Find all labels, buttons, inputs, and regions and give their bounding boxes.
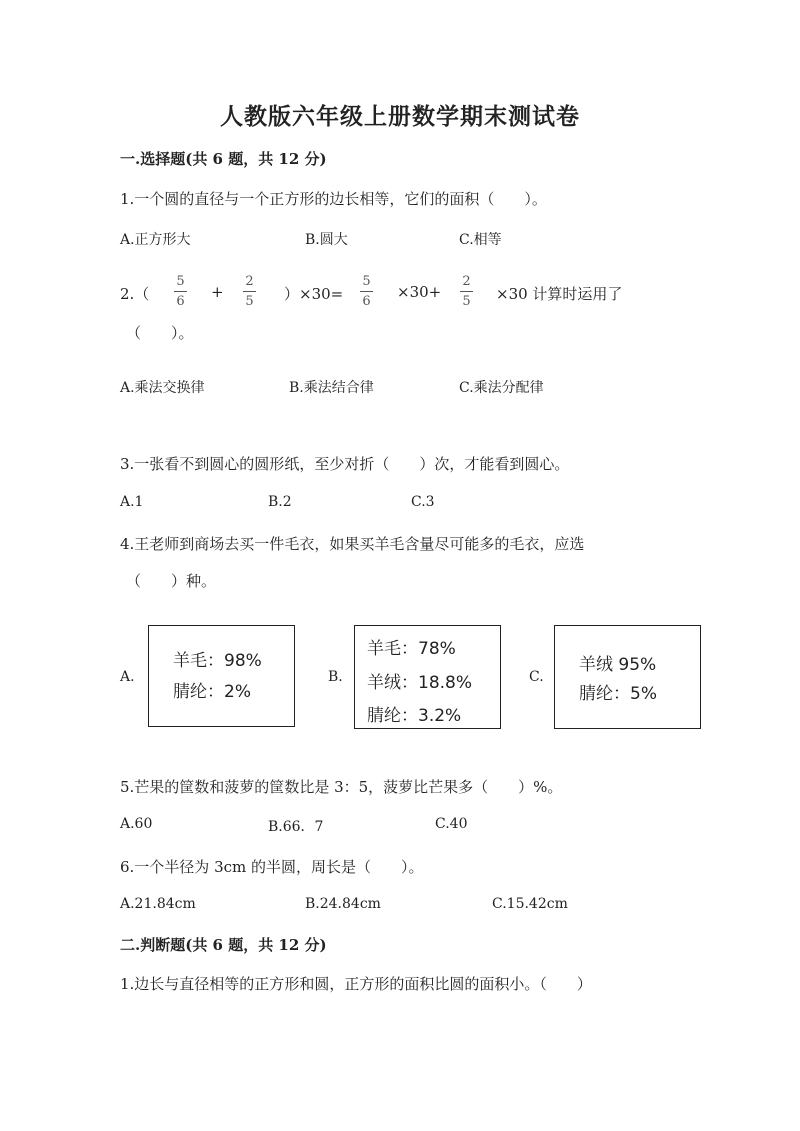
fabric-box-b <box>354 625 501 729</box>
question-3-option-b: B.2 <box>268 494 292 510</box>
fabric-box-a-line-2: 腈纶：2% <box>173 682 251 702</box>
fabric-box-b-line-1: 羊毛：78% <box>367 639 456 659</box>
question-2-mid2: ×30+ <box>397 283 442 301</box>
fraction-4-denominator: 5 <box>462 294 471 309</box>
question-4-option-a-label: A. <box>120 669 135 685</box>
question-2-plus: + <box>211 283 224 301</box>
fraction-2-bar <box>243 291 256 292</box>
fabric-box-b-line-3: 腈纶：3.2% <box>367 706 462 726</box>
section-heading-judgment: 二.判断题(共 6 题，共 12 分) <box>120 936 327 954</box>
fraction-4 <box>460 274 473 309</box>
fabric-box-c-line-2: 腈纶：5% <box>579 684 657 704</box>
question-3-text: 3.一张看不到圆心的圆形纸，至少对折（ ）次，才能看到圆心。 <box>120 455 570 473</box>
fraction-3-bar <box>360 291 373 292</box>
fraction-4-bar <box>460 291 473 292</box>
question-6-option-c: C.15.42cm <box>492 896 568 912</box>
fraction-3 <box>360 274 373 309</box>
question-2-prefix: 2.（ <box>120 285 150 303</box>
question-3-option-c: C.3 <box>411 494 435 510</box>
fraction-1 <box>174 274 187 309</box>
fraction-3-numerator: 5 <box>362 274 371 289</box>
question-4-blank-line: （ ）种。 <box>126 572 217 590</box>
question-2-option-c: C.乘法分配律 <box>459 380 544 396</box>
fabric-box-a-line-1: 羊毛：98% <box>173 651 262 671</box>
page-title: 人教版六年级上册数学期末测试卷 <box>220 103 580 130</box>
question-4-text: 4.王老师到商场去买一件毛衣，如果买羊毛含量尽可能多的毛衣，应选 <box>120 535 585 553</box>
fraction-2-denominator: 5 <box>245 294 254 309</box>
question-4-option-c-label: C. <box>529 669 544 685</box>
fabric-box-c-line-1: 羊绒 95% <box>579 655 657 675</box>
question-3-option-a: A.1 <box>120 494 144 510</box>
fabric-box-a <box>148 625 295 727</box>
question-5-option-c: C.40 <box>435 816 468 832</box>
fraction-2-numerator: 2 <box>245 274 254 289</box>
fraction-4-numerator: 2 <box>462 274 471 289</box>
fraction-2 <box>243 274 256 309</box>
question-6-option-b: B.24.84cm <box>305 896 381 912</box>
question-1-option-c: C.相等 <box>459 232 502 248</box>
question-2-mid: ）×30= <box>284 285 344 303</box>
question-2-suffix: ×30 计算时运用了 <box>496 285 623 303</box>
question-4-option-b-label: B. <box>328 669 343 685</box>
question-2-option-b: B.乘法结合律 <box>289 380 374 396</box>
fraction-1-bar <box>174 291 187 292</box>
question-1-option-b: B.圆大 <box>305 232 348 248</box>
fabric-box-c <box>554 625 701 729</box>
fraction-1-denominator: 6 <box>176 294 185 309</box>
question-5-option-b: B.66．7 <box>268 819 324 835</box>
judgment-question-1-text: 1.边长与直径相等的正方形和圆，正方形的面积比圆的面积小。（ ） <box>120 975 592 993</box>
fraction-3-denominator: 6 <box>362 294 371 309</box>
question-5-text: 5.芒果的筐数和菠萝的筐数比是 3：5，菠萝比芒果多（ ）%。 <box>120 778 563 796</box>
question-5-option-a: A.60 <box>120 816 153 832</box>
question-1-text: 1.一个圆的直径与一个正方形的边长相等，它们的面积（ ）。 <box>120 190 547 208</box>
section-heading-choice: 一.选择题(共 6 题，共 12 分) <box>120 150 327 168</box>
fraction-1-numerator: 5 <box>176 274 185 289</box>
question-1-option-a: A.正方形大 <box>120 232 191 248</box>
question-2-blank-line: （ ）。 <box>126 324 194 342</box>
question-6-text: 6.一个半径为 3cm 的半圆，周长是（ ）。 <box>120 858 424 876</box>
question-2-option-a: A.乘法交换律 <box>120 380 205 396</box>
question-6-option-a: A.21.84cm <box>120 896 196 912</box>
fabric-box-b-line-2: 羊绒：18.8% <box>367 673 473 693</box>
